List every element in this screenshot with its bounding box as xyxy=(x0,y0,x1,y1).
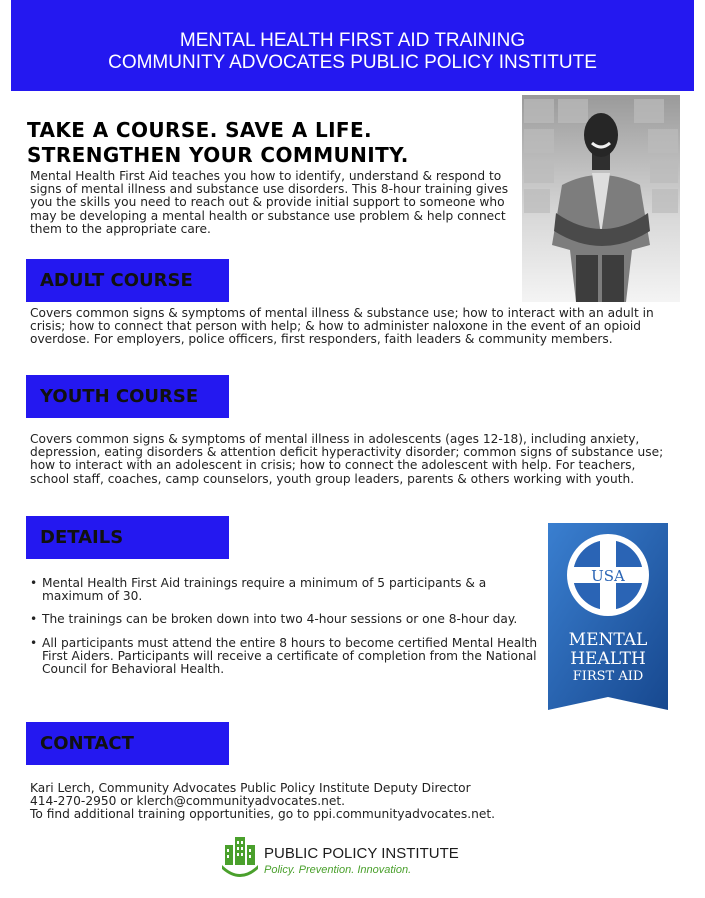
ppi-tagline: Policy. Prevention. Innovation. xyxy=(264,864,412,876)
ppi-building-icon xyxy=(220,835,260,883)
bullet-icon: • xyxy=(30,612,38,627)
contact-line-2: 414-270-2950 or klerch@communityadvocates.net. xyxy=(30,794,345,808)
intro-paragraph: Mental Health First Aid teaches you how to identify, understand & respond to signs of mental illness and substance use disorders. This 8-hour training gives you the skills you need to reach out & provide initial support to someone who may be developing a mental health or substance use problem & help connect them to the appropriate care. xyxy=(30,169,509,236)
ppi-name: PUBLIC POLICY INSTITUTE xyxy=(264,845,459,862)
details-item-text: The trainings can be broken down into two 4-hour sessions or one 8-hour day. xyxy=(42,612,518,627)
youth-course-text: Covers common signs & symptoms of mental illness in adolescents (ages 12-18), including anxiety, depression, eating disorders & attention deficit hyperactivity disorder; common signs of substance use; how to interact with an adolescent in crisis; how to connect the adolescent with help. For teachers, school staff, coaches, camp counselors, youth group leaders, parents & others working with youth. xyxy=(30,432,664,486)
details-list xyxy=(30,577,540,686)
headline xyxy=(27,118,507,168)
banner-subtitle: COMMUNITY ADVOCATES PUBLIC POLICY INSTITUTE xyxy=(108,52,597,73)
header-banner xyxy=(11,0,694,91)
logo-line-3: FIRST AID xyxy=(572,669,644,684)
adult-course-text: Covers common signs & symptoms of mental illness & substance use; how to interact with an adult in crisis; how to connect that person with help; & how to administer naloxone in the event of an opioid overdose. For employers, police officers, first responders, faith leaders & community members. xyxy=(30,306,654,347)
logo-line-1: MENTAL xyxy=(568,630,648,650)
contact-heading: CONTACT xyxy=(26,722,229,765)
details-item xyxy=(30,637,540,677)
details-item xyxy=(30,613,540,626)
headline-line-1: TAKE A COURSE. SAVE A LIFE. xyxy=(27,118,373,142)
details-heading: DETAILS xyxy=(26,516,229,559)
details-item-text: Mental Health First Aid trainings require a minimum of 5 participants & a maximum of 30. xyxy=(42,576,487,604)
bullet-icon: • xyxy=(30,576,38,590)
details-item xyxy=(30,577,540,603)
headline-line-2: STRENGTHEN YOUR COMMUNITY. xyxy=(27,143,409,167)
banner-title: MENTAL HEALTH FIRST AID TRAINING xyxy=(179,30,526,51)
mental-health-first-aid-logo xyxy=(548,523,668,710)
bullet-icon: • xyxy=(30,635,38,650)
contact-line-1: Kari Lerch, Community Advocates Public Policy Institute Deputy Director xyxy=(30,781,471,795)
ppi-logo xyxy=(220,835,470,885)
man-photo xyxy=(522,95,680,302)
logo-usa: USA xyxy=(591,567,625,585)
logo-line-2: HEALTH xyxy=(570,649,646,669)
details-item-text: All participants must attend the entire 8 hours to become certified Mental Health First Aiders. Participants will receive a certificate of completion from the National Council for Behavioral Health. xyxy=(42,635,538,677)
adult-course-heading: ADULT COURSE xyxy=(26,259,229,302)
youth-course-heading: YOUTH COURSE xyxy=(26,375,229,418)
contact-line-3: To find additional training opportunities, go to ppi.communityadvocates.net. xyxy=(30,807,496,821)
